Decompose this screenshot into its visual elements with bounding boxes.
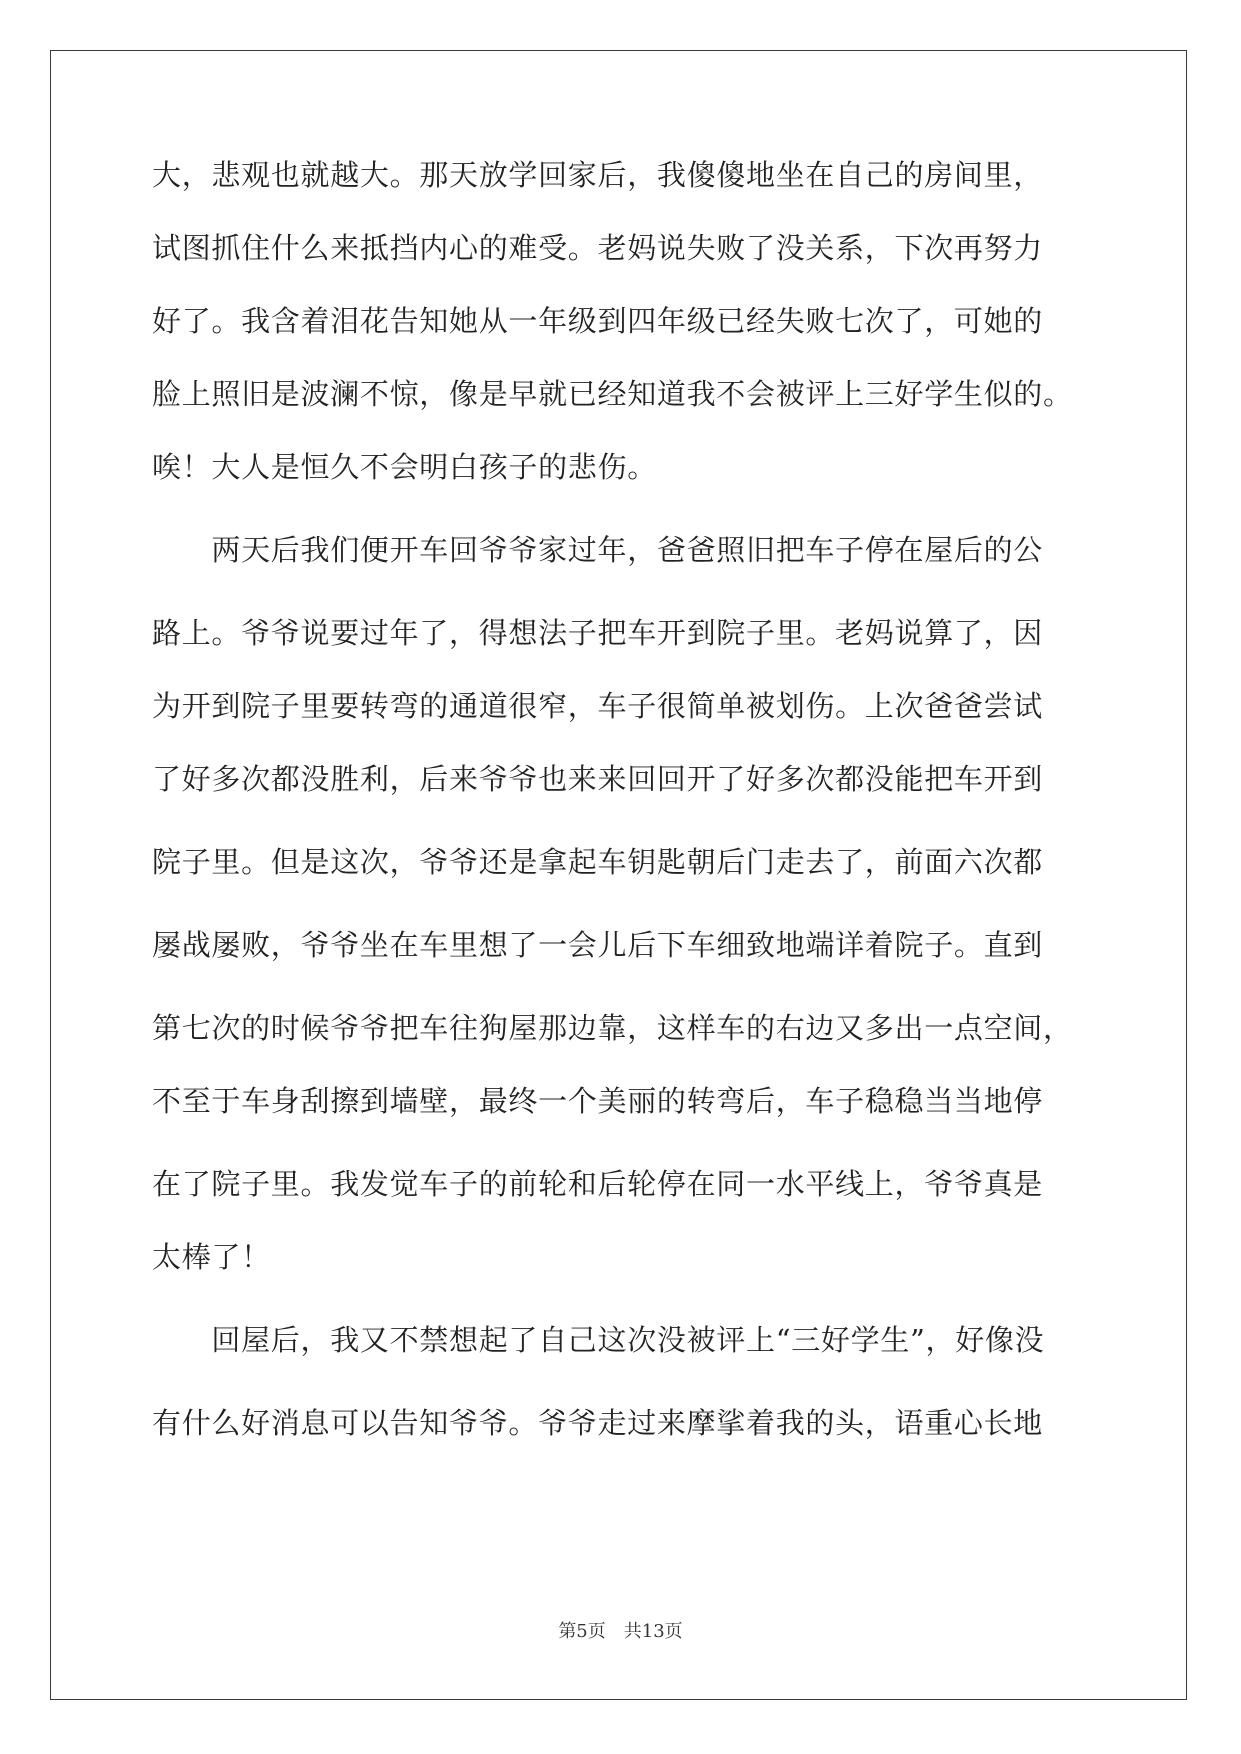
- text-line: 路上。爷爷说要过年了，得想法子把车开到院子里。老妈说算了，因: [152, 616, 1044, 650]
- footer-separator: [606, 1621, 624, 1642]
- text-line: 脸上照旧是波澜不惊，像是早就已经知道我不会被评上三好学生似的。: [152, 377, 1073, 411]
- text-line: 大，悲观也就越大。那天放学回家后，我傻傻地坐在自己的房间里，: [152, 158, 1044, 192]
- text-line: 了好多次都没胜利，后来爷爷也来来回回开了好多次都没能把车开到: [152, 762, 1044, 796]
- text-line: 在了院子里。我发觉车子的前轮和后轮停在同一水平线上，爷爷真是: [152, 1167, 1044, 1201]
- text-line: 屡战屡败，爷爷坐在车里想了一会儿后下车细致地端详着院子。直到: [152, 928, 1044, 962]
- text-line: 第七次的时候爷爷把车往狗屋那边靠，这样车的右边又多出一点空间，: [152, 1011, 1073, 1045]
- page-number: 第5页: [558, 1621, 606, 1642]
- page-footer: [0, 1620, 1241, 1644]
- text-line: 回屋后，我又不禁想起了自己这次没被评上“三好学生”，好像没: [152, 1323, 1045, 1357]
- text-line: 有什么好消息可以告知爷爷。爷爷走过来摩挲着我的头，语重心长地: [152, 1406, 1044, 1440]
- text-line: 不至于车身刮擦到墙壁，最终一个美丽的转弯后，车子稳稳当当地停: [152, 1084, 1044, 1118]
- text-line: 太棒了！: [152, 1240, 271, 1274]
- text-line: 唉！大人是恒久不会明白孩子的悲伤。: [152, 450, 657, 484]
- text-line: 试图抓住什么来抵挡内心的难受。老妈说失败了没关系，下次再努力: [152, 231, 1044, 265]
- text-line: 为开到院子里要转弯的通道很窄，车子很简单被划伤。上次爸爸尝试: [152, 689, 1044, 723]
- text-line: 好了。我含着泪花告知她从一年级到四年级已经失败七次了，可她的: [152, 304, 1044, 338]
- text-line: 两天后我们便开车回爷爷家过年，爸爸照旧把车子停在屋后的公: [152, 533, 1044, 567]
- text-line: 院子里。但是这次，爷爷还是拿起车钥匙朝后门走去了，前面六次都: [152, 845, 1044, 879]
- page-total: 共13页: [623, 1621, 683, 1642]
